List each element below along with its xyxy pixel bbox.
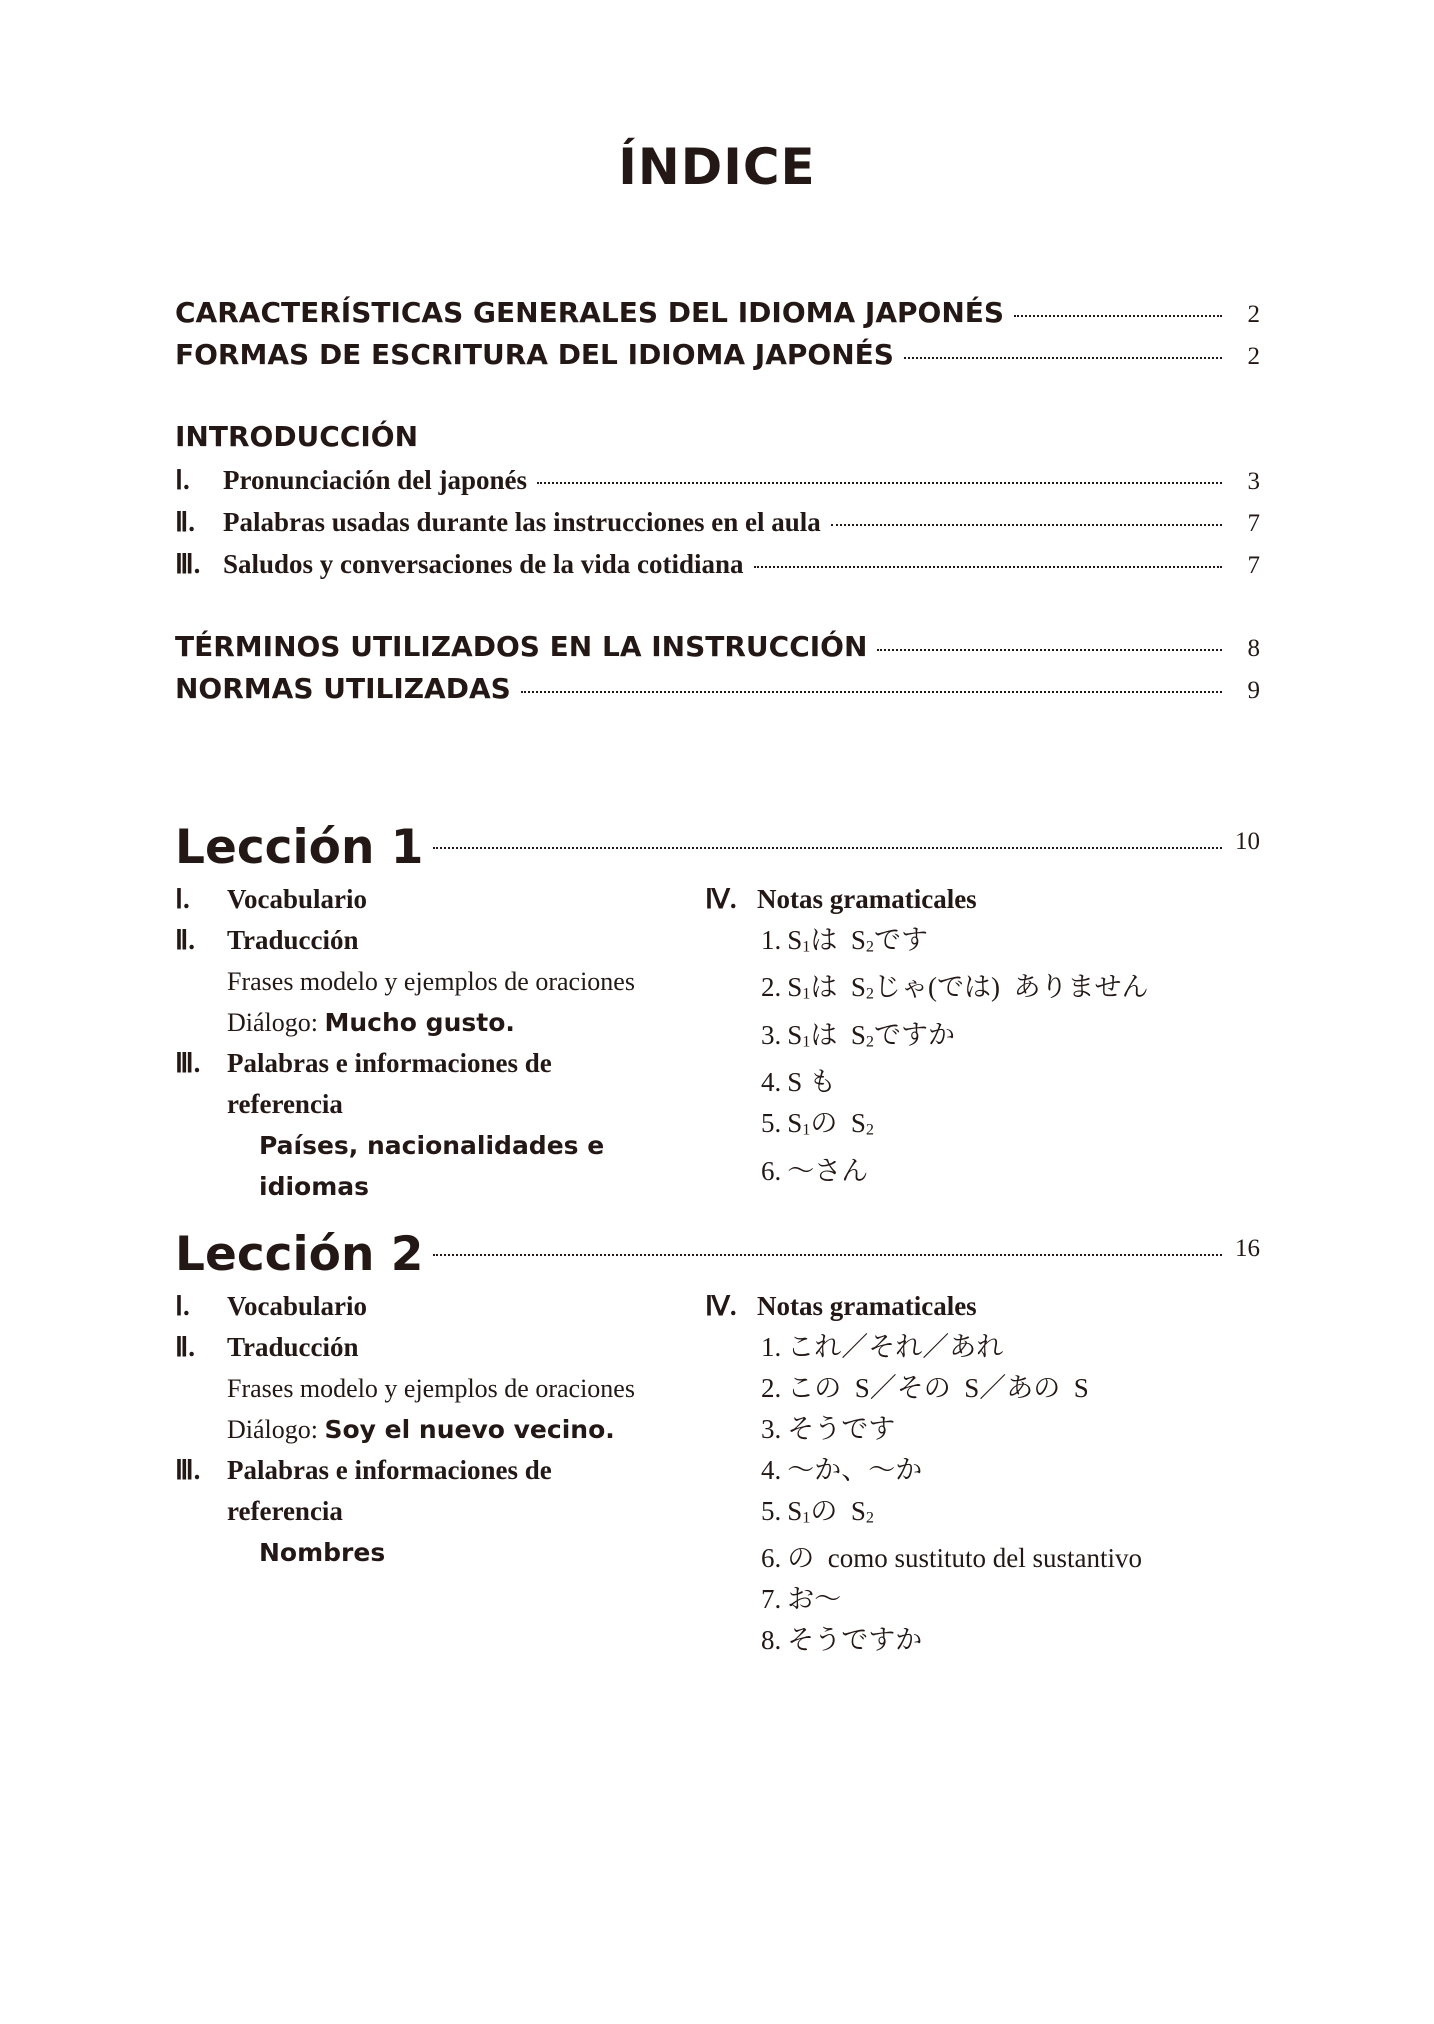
grammar-note-number: 1. <box>761 925 782 955</box>
toc-page-number: 3 <box>1247 468 1260 495</box>
dialog-prefix: Diálogo: <box>227 1415 318 1444</box>
grammar-note-text: そうですか <box>787 1625 923 1656</box>
toc-page-number: 2 <box>1247 301 1260 328</box>
grammar-note-subscript: 1 <box>802 1032 811 1051</box>
toc-entry-writing-forms[interactable] <box>175 338 1260 371</box>
lesson-2-vocabulary[interactable] <box>175 1286 715 1327</box>
grammar-note-text: ですか <box>874 1019 955 1050</box>
lesson-title: Lección 2 <box>175 1227 424 1282</box>
lesson-1-model-sentences[interactable]: Frases modelo y ejemplos de oraciones <box>227 967 635 996</box>
dialog-prefix: Diálogo: <box>227 1008 318 1037</box>
grammar-note-subscript: 1 <box>802 1508 811 1527</box>
grammar-note-subscript: 1 <box>802 984 811 1003</box>
entry-label: Notas gramaticales <box>757 1291 977 1321</box>
grammar-note-text: の S <box>810 1108 866 1139</box>
lesson-1-heading[interactable] <box>175 820 1260 875</box>
grammar-note-item[interactable] <box>705 1409 1245 1450</box>
entry-label: Palabras e informaciones de <box>227 1455 552 1485</box>
lesson-2-model-sentences[interactable]: Frases modelo y ejemplos de oraciones <box>227 1374 635 1403</box>
lesson-1-dialog[interactable] <box>175 1002 715 1043</box>
toc-page-number: 2 <box>1247 343 1260 370</box>
lesson-1-reference-cont: referencia <box>227 1089 343 1119</box>
grammar-note-text: の S <box>810 1496 866 1526</box>
entry-label: Notas gramaticales <box>757 884 977 914</box>
lesson-title: Lección 1 <box>175 820 424 875</box>
grammar-note-item[interactable] <box>705 1538 1245 1579</box>
grammar-note-number: 3. <box>761 1019 782 1050</box>
grammar-note-number: 6. <box>761 1543 782 1574</box>
roman-numeral: Ⅲ. <box>175 1455 201 1485</box>
lesson-2-reference-topic[interactable]: Nombres <box>259 1538 386 1567</box>
grammar-note-item[interactable] <box>705 1491 1245 1538</box>
grammar-note-subscript: 2 <box>865 937 874 956</box>
lesson-1-right-column <box>705 879 1245 1192</box>
lesson-2-reference[interactable] <box>175 1450 715 1491</box>
grammar-note-number: 5. <box>761 1108 782 1139</box>
dotted-leader <box>877 649 1222 651</box>
grammar-note-text: S <box>787 1496 803 1526</box>
grammar-note-text: この S／その S／あの S <box>787 1373 1089 1403</box>
toc-entry-terms[interactable] <box>175 630 1260 663</box>
grammar-note-item[interactable] <box>705 1579 1245 1620</box>
toc-entry-label: TÉRMINOS UTILIZADOS EN LA INSTRUCCIÓN <box>175 630 868 663</box>
lesson-1-vocabulary[interactable] <box>175 879 715 920</box>
dotted-leader <box>433 1254 1222 1256</box>
grammar-note-number: 4. <box>761 1067 782 1098</box>
dotted-leader <box>433 847 1222 849</box>
grammar-note-text: は S <box>810 1019 866 1050</box>
grammar-note-number: 7. <box>761 1584 782 1615</box>
grammar-note-text: です <box>874 925 928 955</box>
dotted-leader <box>754 566 1222 568</box>
toc-entry-classroom-words[interactable] <box>175 507 1260 538</box>
entry-label: Palabras e informaciones de <box>227 1048 552 1078</box>
grammar-note-item[interactable] <box>705 1368 1245 1409</box>
lesson-2-grammar-list <box>705 1327 1245 1661</box>
grammar-note-number: 1. <box>761 1332 782 1362</box>
toc-entry-label: FORMAS DE ESCRITURA DEL IDIOMA JAPONÉS <box>175 338 894 371</box>
grammar-note-text: S <box>787 1019 803 1050</box>
grammar-note-text: は S <box>810 972 866 1003</box>
grammar-note-text: S <box>787 925 803 955</box>
grammar-note-subscript: 2 <box>865 984 874 1003</box>
entry-label: Vocabulario <box>227 1291 368 1321</box>
dialog-title: Soy el nuevo vecino. <box>324 1415 615 1444</box>
roman-numeral: Ⅰ. <box>175 465 190 495</box>
lesson-1-reference-topic[interactable]: Países, nacionalidades e <box>259 1131 605 1160</box>
grammar-note-text: お～ <box>787 1584 842 1615</box>
toc-entry-label: Saludos y conversaciones de la vida cotidiana <box>223 549 744 579</box>
grammar-note-number: 2. <box>761 1373 782 1403</box>
dotted-leader <box>537 482 1222 484</box>
lesson-1-translation[interactable] <box>175 920 715 961</box>
lesson-1-reference[interactable] <box>175 1043 715 1084</box>
lesson-2-reference-cont: referencia <box>227 1496 343 1526</box>
toc-page-number: 16 <box>1235 1235 1260 1262</box>
grammar-note-text: S <box>787 1108 803 1139</box>
grammar-note-text: は S <box>810 925 866 955</box>
lesson-2-translation[interactable] <box>175 1327 715 1368</box>
toc-entry-label: Pronunciación del japonés <box>223 465 528 495</box>
roman-numeral: Ⅰ. <box>175 1291 190 1321</box>
roman-numeral: Ⅱ. <box>175 925 196 955</box>
dotted-leader <box>1014 315 1222 317</box>
dotted-leader <box>521 691 1222 693</box>
grammar-note-text: じゃ(では) ありません <box>874 972 1149 1003</box>
grammar-note-subscript: 1 <box>802 1120 811 1139</box>
grammar-note-item[interactable] <box>705 967 1245 1014</box>
grammar-note-number: 3. <box>761 1414 782 1444</box>
entry-label: Traducción <box>227 925 359 955</box>
toc-page-number: 8 <box>1247 635 1260 662</box>
grammar-note-subscript: 2 <box>865 1508 874 1527</box>
toc-page-number: 7 <box>1247 510 1260 537</box>
dialog-title: Mucho gusto. <box>324 1008 515 1037</box>
grammar-note-item[interactable] <box>705 1327 1245 1368</box>
lesson-2-right-column <box>705 1286 1245 1661</box>
toc-entry-greetings[interactable] <box>175 549 1260 580</box>
grammar-note-number: 4. <box>761 1455 782 1485</box>
grammar-note-item[interactable] <box>705 1151 1245 1192</box>
grammar-note-text: そうです <box>787 1414 896 1444</box>
roman-numeral: Ⅲ. <box>175 1048 201 1078</box>
toc-page-number: 9 <box>1247 677 1260 704</box>
lesson-2-heading[interactable] <box>175 1227 1260 1282</box>
grammar-note-item[interactable] <box>705 1062 1245 1103</box>
grammar-note-subscript: 2 <box>865 1032 874 1051</box>
roman-numeral: Ⅱ. <box>175 1332 196 1362</box>
grammar-note-subscript: 2 <box>865 1120 874 1139</box>
grammar-note-item[interactable] <box>705 920 1245 967</box>
grammar-note-text: の como sustituto del sustantivo <box>787 1543 1142 1574</box>
entry-label: Traducción <box>227 1332 359 1362</box>
lesson-1-reference-topic-cont: idiomas <box>259 1172 370 1201</box>
lesson-2-dialog[interactable] <box>175 1409 715 1450</box>
grammar-note-number: 5. <box>761 1496 782 1526</box>
lesson-1-left-column <box>175 879 715 1207</box>
lesson-2-grammar-notes[interactable] <box>705 1286 1245 1327</box>
lesson-1-grammar-notes[interactable] <box>705 879 1245 920</box>
grammar-note-text: S も <box>787 1067 837 1098</box>
grammar-note-item[interactable] <box>705 1620 1245 1661</box>
grammar-note-item[interactable] <box>705 1450 1245 1491</box>
lesson-1-grammar-list <box>705 920 1245 1192</box>
grammar-note-number: 8. <box>761 1625 782 1656</box>
dotted-leader <box>831 524 1222 526</box>
roman-numeral: Ⅳ. <box>705 1291 737 1321</box>
grammar-note-text: ～さん <box>787 1155 869 1186</box>
roman-numeral: Ⅲ. <box>175 549 201 579</box>
grammar-note-subscript: 1 <box>802 937 811 956</box>
grammar-note-text: これ／それ／あれ <box>787 1332 1004 1362</box>
introduction-heading: INTRODUCCIÓN <box>175 420 419 453</box>
entry-label: Vocabulario <box>227 884 368 914</box>
grammar-note-item[interactable] <box>705 1015 1245 1062</box>
grammar-note-text: S <box>787 972 803 1003</box>
lesson-2-left-column <box>175 1286 715 1573</box>
toc-entry-norms[interactable] <box>175 672 1260 705</box>
grammar-note-number: 6. <box>761 1155 782 1186</box>
grammar-note-text: ～か、～か <box>787 1455 923 1485</box>
toc-entry-general-characteristics[interactable] <box>175 296 1260 329</box>
dotted-leader <box>904 357 1222 359</box>
toc-entry-label: CARACTERÍSTICAS GENERALES DEL IDIOMA JAPONÉS <box>175 296 1005 329</box>
roman-numeral: Ⅰ. <box>175 884 190 914</box>
toc-entry-pronunciation[interactable] <box>175 465 1260 496</box>
toc-entry-label: NORMAS UTILIZADAS <box>175 672 511 705</box>
toc-page-number: 7 <box>1247 552 1260 579</box>
page-title: ÍNDICE <box>618 138 816 196</box>
grammar-note-item[interactable] <box>705 1103 1245 1150</box>
toc-page-number: 10 <box>1235 828 1260 855</box>
roman-numeral: Ⅳ. <box>705 884 737 914</box>
roman-numeral: Ⅱ. <box>175 507 196 537</box>
toc-entry-label: Palabras usadas durante las instrucciones en el aula <box>223 507 821 537</box>
grammar-note-number: 2. <box>761 972 782 1003</box>
